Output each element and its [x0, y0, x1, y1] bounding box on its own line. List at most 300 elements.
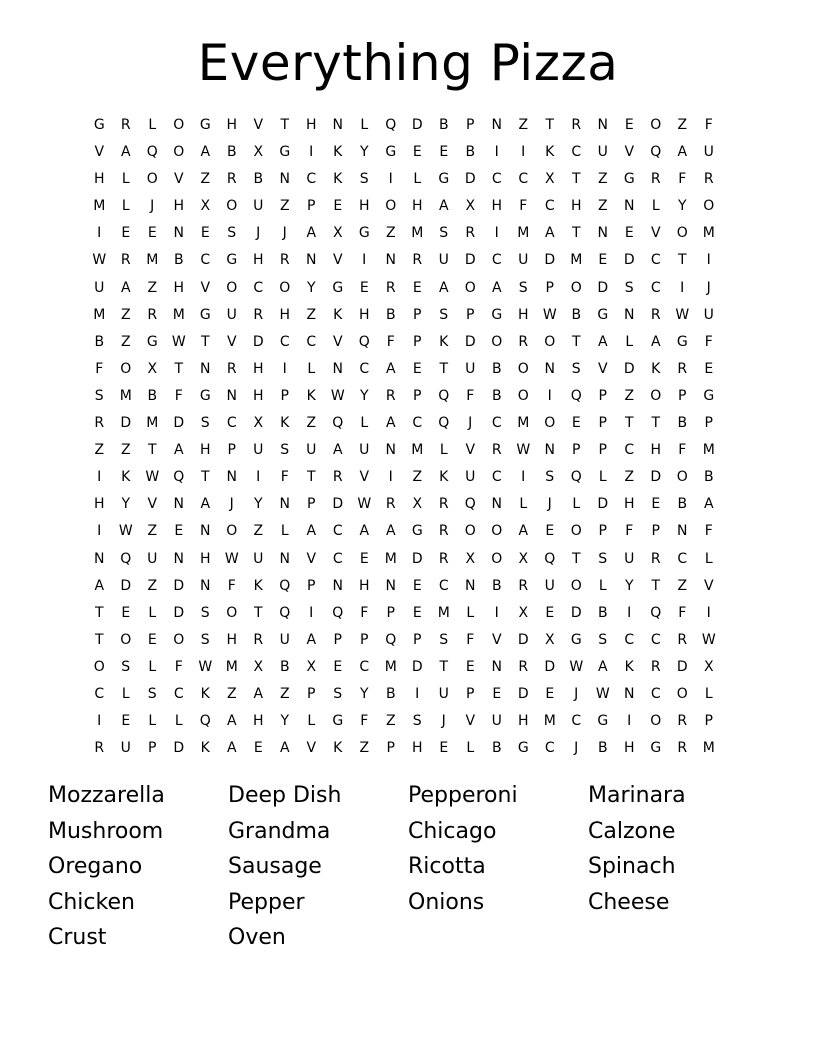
grid-letter[interactable]: D	[676, 658, 688, 675]
grid-letter[interactable]: T	[94, 604, 104, 621]
grid-letter[interactable]: E	[121, 604, 131, 621]
grid-letter[interactable]: T	[571, 550, 581, 567]
grid-letter[interactable]: S	[518, 279, 528, 296]
grid-letter[interactable]: W	[357, 496, 372, 513]
grid-letter[interactable]: R	[385, 496, 396, 513]
grid-letter[interactable]: G	[517, 740, 529, 757]
grid-letter[interactable]: G	[93, 117, 105, 133]
grid-letter[interactable]: R	[491, 442, 502, 459]
grid-letter[interactable]: Q	[332, 604, 344, 621]
grid-letter[interactable]: D	[650, 469, 662, 486]
grid-letter[interactable]: R	[703, 171, 714, 188]
grid-letter[interactable]: I	[494, 604, 499, 621]
grid-letter[interactable]: E	[147, 225, 157, 242]
grid-letter[interactable]: R	[677, 631, 688, 648]
grid-letter[interactable]: B	[491, 387, 502, 404]
grid-letter[interactable]: G	[438, 171, 450, 188]
grid-letter[interactable]: J	[441, 713, 446, 730]
grid-letter[interactable]: N	[624, 198, 635, 215]
grid-letter[interactable]: C	[544, 740, 555, 757]
grid-letter[interactable]: T	[651, 577, 661, 594]
grid-letter[interactable]: B	[491, 577, 502, 594]
grid-letter[interactable]: G	[199, 117, 211, 133]
grid-letter[interactable]: P	[333, 631, 342, 648]
grid-letter[interactable]: C	[200, 252, 211, 269]
grid-letter[interactable]: L	[360, 415, 369, 432]
grid-letter[interactable]: R	[332, 469, 343, 486]
grid-letter[interactable]: C	[491, 469, 502, 486]
grid-letter[interactable]: P	[227, 442, 236, 459]
grid-letter[interactable]: V	[306, 550, 317, 567]
grid-letter[interactable]: V	[624, 144, 635, 161]
grid-letter[interactable]: A	[306, 523, 317, 540]
grid-letter[interactable]: T	[439, 360, 449, 377]
grid-letter[interactable]: D	[517, 631, 529, 648]
grid-letter[interactable]: A	[306, 631, 317, 648]
grid-letter[interactable]: C	[624, 442, 635, 459]
grid-letter[interactable]: P	[572, 442, 581, 459]
grid-letter[interactable]: K	[439, 333, 449, 350]
grid-letter[interactable]: T	[147, 442, 157, 459]
grid-letter[interactable]: R	[650, 550, 661, 567]
grid-letter[interactable]: E	[598, 252, 608, 269]
grid-letter[interactable]: E	[200, 225, 210, 242]
grid-letter[interactable]: O	[226, 523, 238, 540]
grid-letter[interactable]: B	[703, 469, 714, 486]
grid-letter[interactable]: R	[120, 252, 131, 269]
grid-letter[interactable]: A	[438, 198, 449, 215]
grid-letter[interactable]: A	[518, 523, 529, 540]
grid-letter[interactable]: L	[625, 333, 634, 350]
grid-letter[interactable]: R	[518, 577, 529, 594]
grid-letter[interactable]: C	[438, 577, 449, 594]
grid-letter[interactable]: Z	[94, 442, 105, 459]
grid-letter[interactable]: U	[438, 685, 449, 702]
grid-letter[interactable]: Y	[359, 387, 369, 404]
grid-letter[interactable]: L	[121, 171, 130, 188]
grid-letter[interactable]: B	[571, 306, 582, 323]
grid-letter[interactable]: L	[148, 713, 157, 730]
grid-letter[interactable]: A	[677, 144, 688, 161]
grid-letter[interactable]: R	[518, 333, 529, 350]
grid-letter[interactable]: B	[597, 604, 608, 621]
grid-letter[interactable]: P	[678, 387, 687, 404]
grid-letter[interactable]: W	[118, 523, 133, 540]
grid-letter[interactable]: I	[388, 469, 393, 486]
grid-letter[interactable]: R	[147, 306, 158, 323]
grid-letter[interactable]: X	[253, 415, 264, 432]
grid-letter[interactable]: X	[332, 225, 343, 242]
grid-letter[interactable]: H	[226, 631, 238, 648]
grid-letter[interactable]: B	[677, 496, 688, 513]
grid-letter[interactable]: D	[173, 604, 185, 621]
grid-letter[interactable]: O	[93, 658, 105, 675]
grid-letter[interactable]: H	[226, 117, 238, 133]
grid-letter[interactable]: T	[174, 360, 184, 377]
grid-letter[interactable]: G	[570, 631, 582, 648]
grid-letter[interactable]: U	[306, 442, 317, 459]
grid-letter[interactable]: T	[200, 333, 210, 350]
grid-letter[interactable]: K	[624, 658, 634, 675]
grid-letter[interactable]: O	[650, 713, 662, 730]
grid-letter[interactable]: S	[227, 225, 237, 242]
grid-letter[interactable]: P	[386, 740, 395, 757]
grid-letter[interactable]: K	[439, 469, 449, 486]
grid-letter[interactable]: I	[521, 469, 526, 486]
grid-letter[interactable]: Z	[359, 740, 370, 757]
grid-letter[interactable]: O	[491, 333, 503, 350]
grid-letter[interactable]: I	[627, 713, 632, 730]
grid-letter[interactable]: P	[148, 740, 157, 757]
grid-letter[interactable]: E	[465, 658, 475, 675]
grid-letter[interactable]: W	[92, 252, 107, 269]
grid-letter[interactable]: K	[333, 740, 343, 757]
grid-letter[interactable]: N	[173, 496, 184, 513]
grid-letter[interactable]: Y	[253, 496, 263, 513]
grid-letter[interactable]: P	[280, 387, 289, 404]
grid-letter[interactable]: D	[332, 496, 344, 513]
grid-letter[interactable]: N	[597, 117, 608, 133]
grid-letter[interactable]: H	[305, 117, 317, 133]
grid-letter[interactable]: X	[518, 604, 529, 621]
grid-letter[interactable]: I	[494, 225, 499, 242]
grid-letter[interactable]: Z	[279, 685, 290, 702]
grid-letter[interactable]: N	[385, 252, 396, 269]
grid-letter[interactable]: C	[306, 171, 317, 188]
grid-letter[interactable]: C	[253, 279, 264, 296]
grid-letter[interactable]: B	[279, 658, 290, 675]
grid-letter[interactable]: L	[704, 685, 713, 702]
grid-letter[interactable]: D	[464, 333, 476, 350]
grid-letter[interactable]: E	[545, 685, 555, 702]
grid-letter[interactable]: N	[385, 442, 396, 459]
grid-letter[interactable]: B	[147, 387, 158, 404]
grid-letter[interactable]: K	[306, 387, 316, 404]
grid-letter[interactable]: P	[307, 577, 316, 594]
grid-letter[interactable]: O	[173, 631, 185, 648]
grid-letter[interactable]: Q	[650, 144, 662, 161]
grid-letter[interactable]: E	[253, 740, 263, 757]
grid-letter[interactable]: Z	[412, 469, 423, 486]
grid-letter[interactable]: S	[280, 442, 290, 459]
grid-letter[interactable]: A	[200, 144, 211, 161]
grid-letter[interactable]: D	[544, 252, 556, 269]
grid-letter[interactable]: O	[146, 171, 158, 188]
grid-letter[interactable]: O	[676, 225, 688, 242]
grid-letter[interactable]: D	[120, 415, 132, 432]
grid-letter[interactable]: I	[97, 713, 102, 730]
grid-letter[interactable]: C	[650, 252, 661, 269]
grid-letter[interactable]: L	[651, 198, 660, 215]
grid-letter[interactable]: A	[332, 442, 343, 459]
grid-letter[interactable]: C	[332, 523, 343, 540]
grid-letter[interactable]: X	[253, 144, 264, 161]
grid-letter[interactable]: E	[412, 279, 422, 296]
grid-letter[interactable]: L	[280, 523, 289, 540]
grid-letter[interactable]: V	[491, 631, 502, 648]
grid-letter[interactable]: E	[412, 604, 422, 621]
grid-letter[interactable]: S	[200, 631, 210, 648]
grid-letter[interactable]: M	[146, 415, 159, 432]
grid-letter[interactable]: G	[491, 306, 503, 323]
grid-letter[interactable]: M	[437, 604, 450, 621]
grid-letter[interactable]: A	[385, 523, 396, 540]
grid-letter[interactable]: H	[411, 198, 423, 215]
grid-letter[interactable]: W	[569, 658, 584, 675]
grid-letter[interactable]: Q	[570, 387, 582, 404]
grid-letter[interactable]: O	[120, 360, 132, 377]
grid-letter[interactable]: Z	[677, 117, 688, 133]
grid-letter[interactable]: P	[466, 117, 475, 133]
grid-letter[interactable]: V	[465, 713, 476, 730]
grid-letter[interactable]: U	[438, 252, 449, 269]
grid-letter[interactable]: V	[332, 252, 343, 269]
grid-letter[interactable]: L	[598, 469, 607, 486]
grid-letter[interactable]: H	[173, 279, 185, 296]
grid-letter[interactable]: V	[332, 333, 343, 350]
grid-letter[interactable]: E	[147, 631, 157, 648]
grid-letter[interactable]: Y	[121, 496, 131, 513]
grid-letter[interactable]: L	[121, 685, 130, 702]
grid-letter[interactable]: G	[623, 171, 635, 188]
grid-letter[interactable]: C	[518, 171, 529, 188]
grid-letter[interactable]: O	[517, 387, 529, 404]
grid-letter[interactable]: H	[199, 550, 211, 567]
grid-letter[interactable]: O	[570, 279, 582, 296]
grid-letter[interactable]: U	[94, 279, 105, 296]
grid-letter[interactable]: U	[597, 144, 608, 161]
grid-letter[interactable]: F	[704, 333, 713, 350]
grid-letter[interactable]: V	[226, 333, 237, 350]
grid-letter[interactable]: T	[571, 333, 581, 350]
grid-letter[interactable]: X	[306, 658, 317, 675]
grid-letter[interactable]: A	[597, 658, 608, 675]
grid-letter[interactable]: G	[332, 713, 344, 730]
grid-letter[interactable]: O	[650, 387, 662, 404]
grid-letter[interactable]: J	[468, 415, 473, 432]
grid-letter[interactable]: F	[174, 387, 183, 404]
grid-letter[interactable]: O	[517, 360, 529, 377]
grid-letter[interactable]: M	[119, 387, 132, 404]
grid-letter[interactable]: W	[516, 442, 531, 459]
grid-letter[interactable]: M	[570, 252, 583, 269]
grid-letter[interactable]: S	[412, 713, 422, 730]
grid-letter[interactable]: C	[332, 550, 343, 567]
grid-letter[interactable]: E	[412, 577, 422, 594]
grid-letter[interactable]: P	[307, 198, 316, 215]
grid-letter[interactable]: O	[570, 523, 582, 540]
grid-letter[interactable]: C	[650, 631, 661, 648]
grid-letter[interactable]: K	[200, 740, 210, 757]
grid-letter[interactable]: H	[358, 306, 370, 323]
grid-letter[interactable]: N	[306, 252, 317, 269]
grid-letter[interactable]: I	[706, 252, 711, 269]
grid-letter[interactable]: D	[464, 171, 476, 188]
grid-letter[interactable]: C	[624, 631, 635, 648]
grid-letter[interactable]: A	[94, 577, 105, 594]
grid-letter[interactable]: M	[702, 740, 715, 757]
grid-letter[interactable]: D	[120, 577, 132, 594]
grid-letter[interactable]: N	[226, 387, 237, 404]
grid-letter[interactable]: N	[677, 523, 688, 540]
grid-letter[interactable]: Q	[146, 144, 158, 161]
grid-letter[interactable]: V	[703, 577, 714, 594]
grid-letter[interactable]: A	[703, 496, 714, 513]
grid-letter[interactable]: P	[413, 631, 422, 648]
grid-letter[interactable]: G	[676, 333, 688, 350]
grid-letter[interactable]: R	[94, 415, 105, 432]
grid-letter[interactable]: S	[624, 279, 634, 296]
grid-letter[interactable]: C	[650, 685, 661, 702]
grid-letter[interactable]: U	[253, 442, 264, 459]
grid-letter[interactable]: F	[704, 117, 713, 133]
grid-letter[interactable]: O	[491, 550, 503, 567]
grid-letter[interactable]: H	[93, 496, 105, 513]
grid-letter[interactable]: R	[677, 740, 688, 757]
grid-letter[interactable]: R	[94, 740, 105, 757]
grid-letter[interactable]: F	[704, 523, 713, 540]
grid-letter[interactable]: P	[413, 333, 422, 350]
grid-letter[interactable]: S	[200, 604, 210, 621]
grid-letter[interactable]: I	[309, 144, 314, 161]
grid-letter[interactable]: O	[385, 198, 397, 215]
grid-letter[interactable]: X	[544, 631, 555, 648]
grid-letter[interactable]: W	[701, 631, 716, 648]
grid-letter[interactable]: Z	[279, 198, 290, 215]
grid-letter[interactable]: C	[173, 685, 184, 702]
grid-letter[interactable]: N	[279, 550, 290, 567]
grid-letter[interactable]: T	[306, 469, 316, 486]
grid-letter[interactable]: M	[384, 658, 397, 675]
grid-letter[interactable]: D	[411, 658, 423, 675]
grid-letter[interactable]: G	[358, 225, 370, 242]
grid-letter[interactable]: J	[150, 198, 155, 215]
grid-letter[interactable]: U	[226, 306, 237, 323]
grid-letter[interactable]: B	[438, 117, 449, 133]
grid-letter[interactable]: H	[252, 713, 264, 730]
grid-letter[interactable]: H	[358, 198, 370, 215]
grid-letter[interactable]: H	[411, 740, 423, 757]
grid-letter[interactable]: R	[677, 713, 688, 730]
grid-letter[interactable]: Z	[597, 171, 608, 188]
grid-letter[interactable]: M	[411, 225, 424, 242]
grid-letter[interactable]: R	[226, 171, 237, 188]
grid-letter[interactable]: Z	[120, 442, 131, 459]
grid-letter[interactable]: N	[544, 360, 555, 377]
grid-letter[interactable]: I	[362, 252, 367, 269]
grid-letter[interactable]: C	[544, 198, 555, 215]
grid-letter[interactable]: U	[359, 442, 370, 459]
grid-letter[interactable]: H	[93, 171, 105, 188]
grid-letter[interactable]: F	[174, 658, 183, 675]
grid-letter[interactable]: Z	[147, 279, 158, 296]
grid-letter[interactable]: I	[415, 685, 420, 702]
grid-letter[interactable]: V	[306, 740, 317, 757]
grid-letter[interactable]: Z	[385, 225, 396, 242]
grid-letter[interactable]: H	[517, 713, 529, 730]
grid-letter[interactable]: L	[360, 117, 369, 133]
grid-letter[interactable]: N	[624, 685, 635, 702]
grid-letter[interactable]: V	[147, 496, 158, 513]
grid-letter[interactable]: O	[570, 577, 582, 594]
grid-letter[interactable]: N	[491, 658, 502, 675]
grid-letter[interactable]: M	[384, 550, 397, 567]
grid-letter[interactable]: E	[624, 117, 634, 133]
grid-letter[interactable]: W	[675, 306, 690, 323]
grid-letter[interactable]: D	[173, 415, 185, 432]
grid-letter[interactable]: O	[226, 604, 238, 621]
grid-letter[interactable]: B	[465, 144, 476, 161]
grid-letter[interactable]: P	[598, 442, 607, 459]
grid-letter[interactable]: H	[173, 198, 185, 215]
grid-letter[interactable]: K	[651, 360, 661, 377]
grid-letter[interactable]: I	[256, 469, 261, 486]
grid-letter[interactable]: O	[464, 523, 476, 540]
grid-letter[interactable]: R	[518, 658, 529, 675]
grid-letter[interactable]: N	[544, 442, 555, 459]
grid-letter[interactable]: D	[623, 252, 635, 269]
grid-letter[interactable]: W	[330, 387, 345, 404]
grid-letter[interactable]: N	[385, 577, 396, 594]
grid-letter[interactable]: R	[438, 550, 449, 567]
grid-letter[interactable]: N	[173, 225, 184, 242]
grid-letter[interactable]: E	[412, 360, 422, 377]
grid-letter[interactable]: M	[172, 306, 185, 323]
grid-letter[interactable]: T	[253, 604, 263, 621]
grid-letter[interactable]: P	[466, 685, 475, 702]
grid-letter[interactable]: A	[173, 442, 184, 459]
grid-letter[interactable]: O	[279, 279, 291, 296]
grid-letter[interactable]: M	[702, 442, 715, 459]
grid-letter[interactable]: K	[280, 415, 290, 432]
grid-letter[interactable]: E	[333, 198, 343, 215]
grid-letter[interactable]: Q	[385, 117, 397, 133]
grid-letter[interactable]: U	[253, 550, 264, 567]
grid-letter[interactable]: R	[438, 523, 449, 540]
grid-letter[interactable]: W	[542, 306, 557, 323]
grid-letter[interactable]: Y	[280, 713, 290, 730]
grid-letter[interactable]: T	[624, 415, 634, 432]
grid-letter[interactable]: V	[94, 144, 105, 161]
grid-letter[interactable]: L	[307, 360, 316, 377]
grid-letter[interactable]: B	[491, 740, 502, 757]
grid-letter[interactable]: F	[678, 442, 687, 459]
grid-letter[interactable]: L	[148, 117, 157, 133]
grid-letter[interactable]: P	[466, 306, 475, 323]
grid-letter[interactable]: M	[411, 442, 424, 459]
grid-letter[interactable]: E	[571, 415, 581, 432]
grid-letter[interactable]: F	[625, 523, 634, 540]
grid-letter[interactable]: R	[120, 117, 131, 133]
grid-letter[interactable]: N	[491, 496, 502, 513]
grid-letter[interactable]: O	[173, 117, 185, 133]
grid-letter[interactable]: V	[597, 360, 608, 377]
grid-letter[interactable]: S	[147, 685, 157, 702]
grid-letter[interactable]: E	[651, 496, 661, 513]
grid-letter[interactable]: Z	[253, 523, 264, 540]
grid-letter[interactable]: P	[704, 415, 713, 432]
grid-letter[interactable]: G	[597, 306, 609, 323]
grid-letter[interactable]: L	[148, 658, 157, 675]
grid-letter[interactable]: E	[359, 279, 369, 296]
grid-letter[interactable]: A	[359, 523, 370, 540]
grid-letter[interactable]: P	[307, 685, 316, 702]
grid-letter[interactable]: Q	[464, 496, 476, 513]
grid-letter[interactable]: S	[598, 550, 608, 567]
grid-letter[interactable]: K	[121, 469, 131, 486]
grid-letter[interactable]: N	[465, 577, 476, 594]
grid-letter[interactable]: D	[570, 604, 582, 621]
